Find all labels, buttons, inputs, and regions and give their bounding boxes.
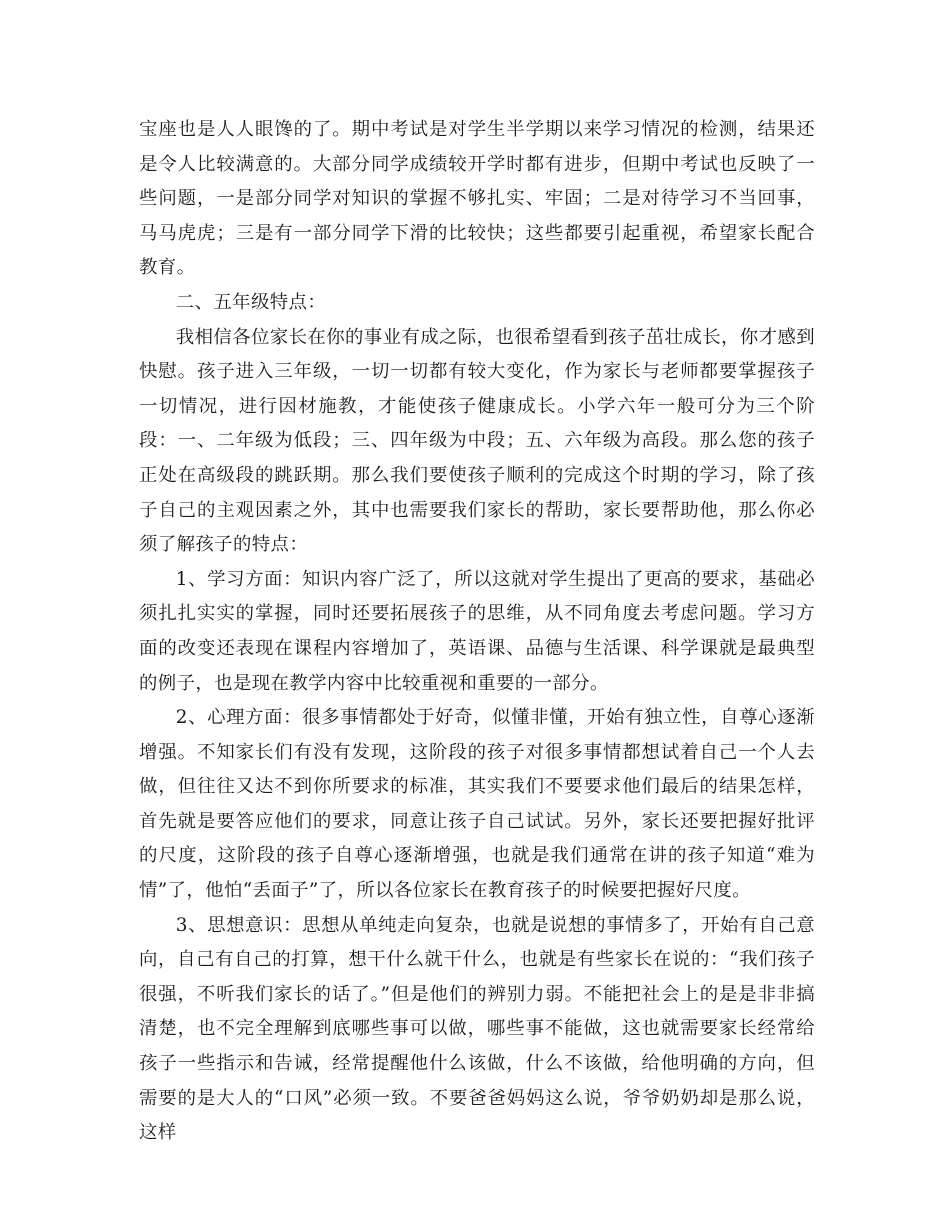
paragraph-psychology-aspect: 2、心理方面：很多事情都处于好奇，似懂非懂，开始有独立性，自尊心逐渐增强。不知家长们有没有发现，这阶段的孩子对很多事情都想试着自己一个人去做，但往往又达不到你所要求的标准，其实我们不要要求他们最后的结果怎样，首先就是要答应他们的要求，同意让孩子自己试试。另外，家长还要把握好批评的尺度，这阶段的孩子自尊心逐渐增强，也就是我们通常在讲的孩子知道“难为情”了，他怕“丢面子”了，所以各位家长在教育孩子的时候要把握好尺度。: [139, 707, 815, 902]
document-body: [139, 113, 815, 1151]
paragraph-intro-continuation: 宝座也是人人眼馋的了。期中考试是对学生半学期以来学习情况的检测，结果还是令人比较满意的。大部分同学成绩较开学时都有进步，但期中考试也反映了一些问题，一是部分同学对知识的掌握不够扎实、牢固；二是对待学习不当回事，马马虎虎；三是有一部分同学下滑的比较快；这些都要引起重视，希望家长配合教育。: [139, 119, 815, 279]
paragraph-learning-aspect: 1、学习方面：知识内容广泛了，所以这就对学生提出了更高的要求，基础必须扎扎实实的掌握，同时还要拓展孩子的思维，从不同角度去考虑问题。学习方面的改变还表现在课程内容增加了，英语课、品德与生活课、科学课就是最典型的例子，也是现在教学内容中比较重视和重要的一部分。: [139, 568, 815, 694]
section-heading-grade-five: 二、五年级特点：: [175, 291, 327, 313]
paragraph-thinking-awareness: 3、思想意识：思想从单纯走向复杂，也就是说想的事情多了，开始有自己意向，自己有自己的打算，想干什么就干什么，也就是有些家长在说的：“我们孩子很强，不听我们家长的话了。”但是他们的辨别力弱。不能把社会上的是是非非搞清楚，也不完全理解到底哪些事可以做，哪些事不能做，这也就需要家长经常给孩子一些指示和告诫，经常提醒他什么该做，什么不该做，给他明确的方向，但需要的是大人的“口风”必须一致。不要爸爸妈妈这么说，爷爷奶奶却是那么说，这样: [139, 914, 815, 1144]
paragraph-parents-expectation: 我相信各位家长在你的事业有成之际，也很希望看到孩子茁壮成长，你才感到快慰。孩子进入三年级，一切一切都有较大变化，作为家长与老师都要掌握孩子一切情况，进行因材施教，才能使孩子健康成长。小学六年一般可分为三个阶段：一、二年级为低段；三、四年级为中段；五、六年级为高段。那么您的孩子正处在高级段的跳跃期。那么我们要使孩子顺利的完成这个时期的学习，除了孩子自己的主观因素之外，其中也需要我们家长的帮助，家长要帮助他，那么你必须了解孩子的特点：: [139, 326, 815, 556]
